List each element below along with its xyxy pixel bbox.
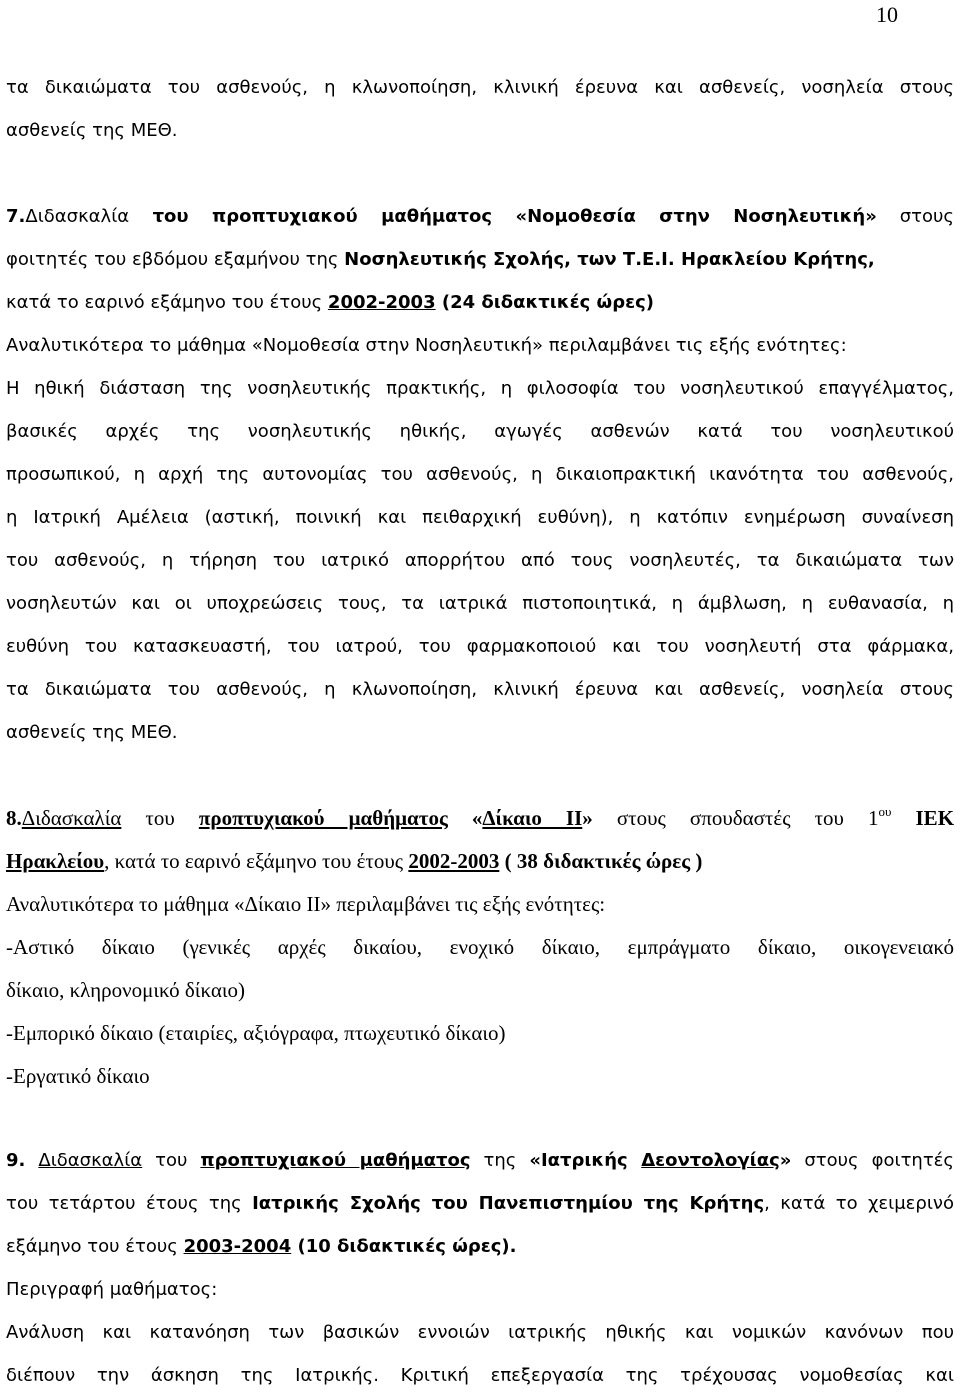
text-span: προπτυχιακού μαθήματος [200,1150,471,1171]
section-9-heading [6,1144,954,1178]
text-line: δίκαιο, κληρονομικό δίκαιο) [6,978,245,1002]
text-line: διέπουν την άσκηση της Ιατρικής. Κριτική επεξεργασία της τρέχουσας νομοθεσίας και [6,1365,954,1386]
section-8-heading [6,801,954,835]
teaching-hours: ( 38 διδακτικές ώρες ) [499,849,703,873]
course-title: «Ιατρικής [529,1150,642,1171]
institution-name: Νοσηλευτικής Σχολής, των Τ.Ε.Ι. Ηρακλείου Κρήτης, [344,249,875,270]
text-span: , κατά το χειμερινό [764,1193,954,1214]
text-span: του [142,1150,201,1171]
text-span: εξάμηνο του έτους [6,1236,184,1257]
text-line: ασθενείς της ΜΕΘ. [6,722,178,743]
text-line: Αναλυτικότερα το μάθημα «Δίκαιο ΙΙ» περιλαμβάνει τις εξής ενότητες: [6,892,606,916]
text-line: ασθενείς της ΜΕΘ. [6,120,178,141]
text-line: βασικές αρχές της νοσηλευτικής ηθικής, αγωγές ασθενών κατά του νοσηλευτικού [6,421,954,442]
course-title: Δίκαιο ΙΙ [482,806,583,830]
text-line: τα δικαιώματα του ασθενούς, η κλωνοποίηση, κλινική έρευνα και ασθενείς, νοσηλεία στους [6,77,954,98]
text-line: του ασθενούς, η τήρηση του ιατρικό απορρήτου από τους νοσηλευτές, τα δικαιώματα των [6,550,954,571]
text-span: Διδασκαλία [25,206,130,227]
section-number: 7. [6,206,26,227]
academic-year: 2003-2004 [183,1236,292,1257]
text-span: στους σπουδαστές του 1 [592,806,879,830]
text-line: Ανάλυση και κατανόηση των βασικών εννοιών ιατρικής ηθικής και νομικών κανόνων που [6,1322,954,1343]
section-number: 8. [6,806,22,830]
ordinal-superscript: ου [878,804,892,819]
text-span: του [121,806,199,830]
text-span: στους φοιτητές [791,1150,954,1171]
text-line [6,1187,954,1221]
institution-name: Ηρακλείου [6,849,105,873]
list-item: -Εργατικό δίκαιο [6,1064,150,1088]
text-line: Αναλυτικότερα το μάθημα «Νομοθεσία στην Νοσηλευτική» περιλαμβάνει τις εξής ενότητες: [6,335,847,356]
text-span: « [447,806,483,830]
text-line [6,286,954,320]
text-span: του τετάρτου έτους της [6,1193,253,1214]
text-line: προσωπικού, η αρχή της αυτονομίας του ασθενούς, η δικαιοπρακτική ικανότητα του ασθενούς, [6,464,954,485]
academic-year: 2002-2003 [408,849,500,873]
text-line [6,844,954,878]
text-line: νοσηλευτών και οι υποχρεώσεις τους, τα ιατρικά πιστοποιητικά, η άμβλωση, η ευθανασία, η [6,593,954,614]
course-title: Δεοντολογίας [641,1150,780,1171]
text-span [25,1150,38,1171]
teaching-hours: (24 διδακτικές ώρες) [435,292,654,313]
section-7-heading [6,200,954,234]
text-span: » [779,1150,792,1171]
section-number: 9. [6,1150,26,1171]
text-span: » [582,806,593,830]
text-span: Διδασκαλία [38,1150,143,1171]
text-span: κατά το εαρινό εξάμηνο του έτους [6,292,328,313]
list-item: -Εμπορικό δίκαιο (εταιρίες, αξιόγραφα, πτωχευτικό δίκαιο) [6,1021,506,1045]
list-item: -Αστικό δίκαιο (γενικές αρχές δικαίου, ενοχικό δίκαιο, εμπράγματο δίκαιο, οικογενειακό [6,935,954,959]
text-line: Η ηθική διάσταση της νοσηλευτικής πρακτικής, η φιλοσοφία του νοσηλευτικού επαγγέλματος, [6,378,954,399]
text-span: , κατά το εαρινό εξάμηνο του έτους [104,849,409,873]
text-line: ευθύνη του κατασκευαστή, του ιατρού, του φαρμακοποιού και του νοσηλευτή στα φάρμακα, [6,636,954,657]
institution-name: ΙΕΚ [891,806,954,830]
text-span: του προπτυχιακού μαθήματος [129,206,516,227]
text-span: στους [876,206,954,227]
page-number: 10 [876,2,898,27]
text-line: Περιγραφή μαθήματος: [6,1279,218,1300]
text-span: φοιτητές του εβδόμου εξαμήνου της [6,249,345,270]
text-line: η Ιατρική Αμέλεια (αστική, ποινική και πειθαρχική ευθύνη), η κατόπιν ενημέρωση συναίνεση [6,507,954,528]
text-line [6,243,954,277]
text-line: τα δικαιώματα του ασθενούς, η κλωνοποίηση, κλινική έρευνα και ασθενείς, νοσηλεία στους [6,679,954,700]
text-line [6,1230,954,1264]
academic-year: 2002-2003 [327,292,436,313]
course-title: «Νομοθεσία στην Νοσηλευτική» [515,206,877,227]
institution-name: Ιατρικής Σχολής του Πανεπιστημίου της Κρήτης [252,1193,765,1214]
text-span: Διδασκαλία [21,806,122,830]
text-span: της [470,1150,530,1171]
teaching-hours: (10 διδακτικές ώρες). [291,1236,517,1257]
text-span: προπτυχιακού μαθήματος [198,806,448,830]
